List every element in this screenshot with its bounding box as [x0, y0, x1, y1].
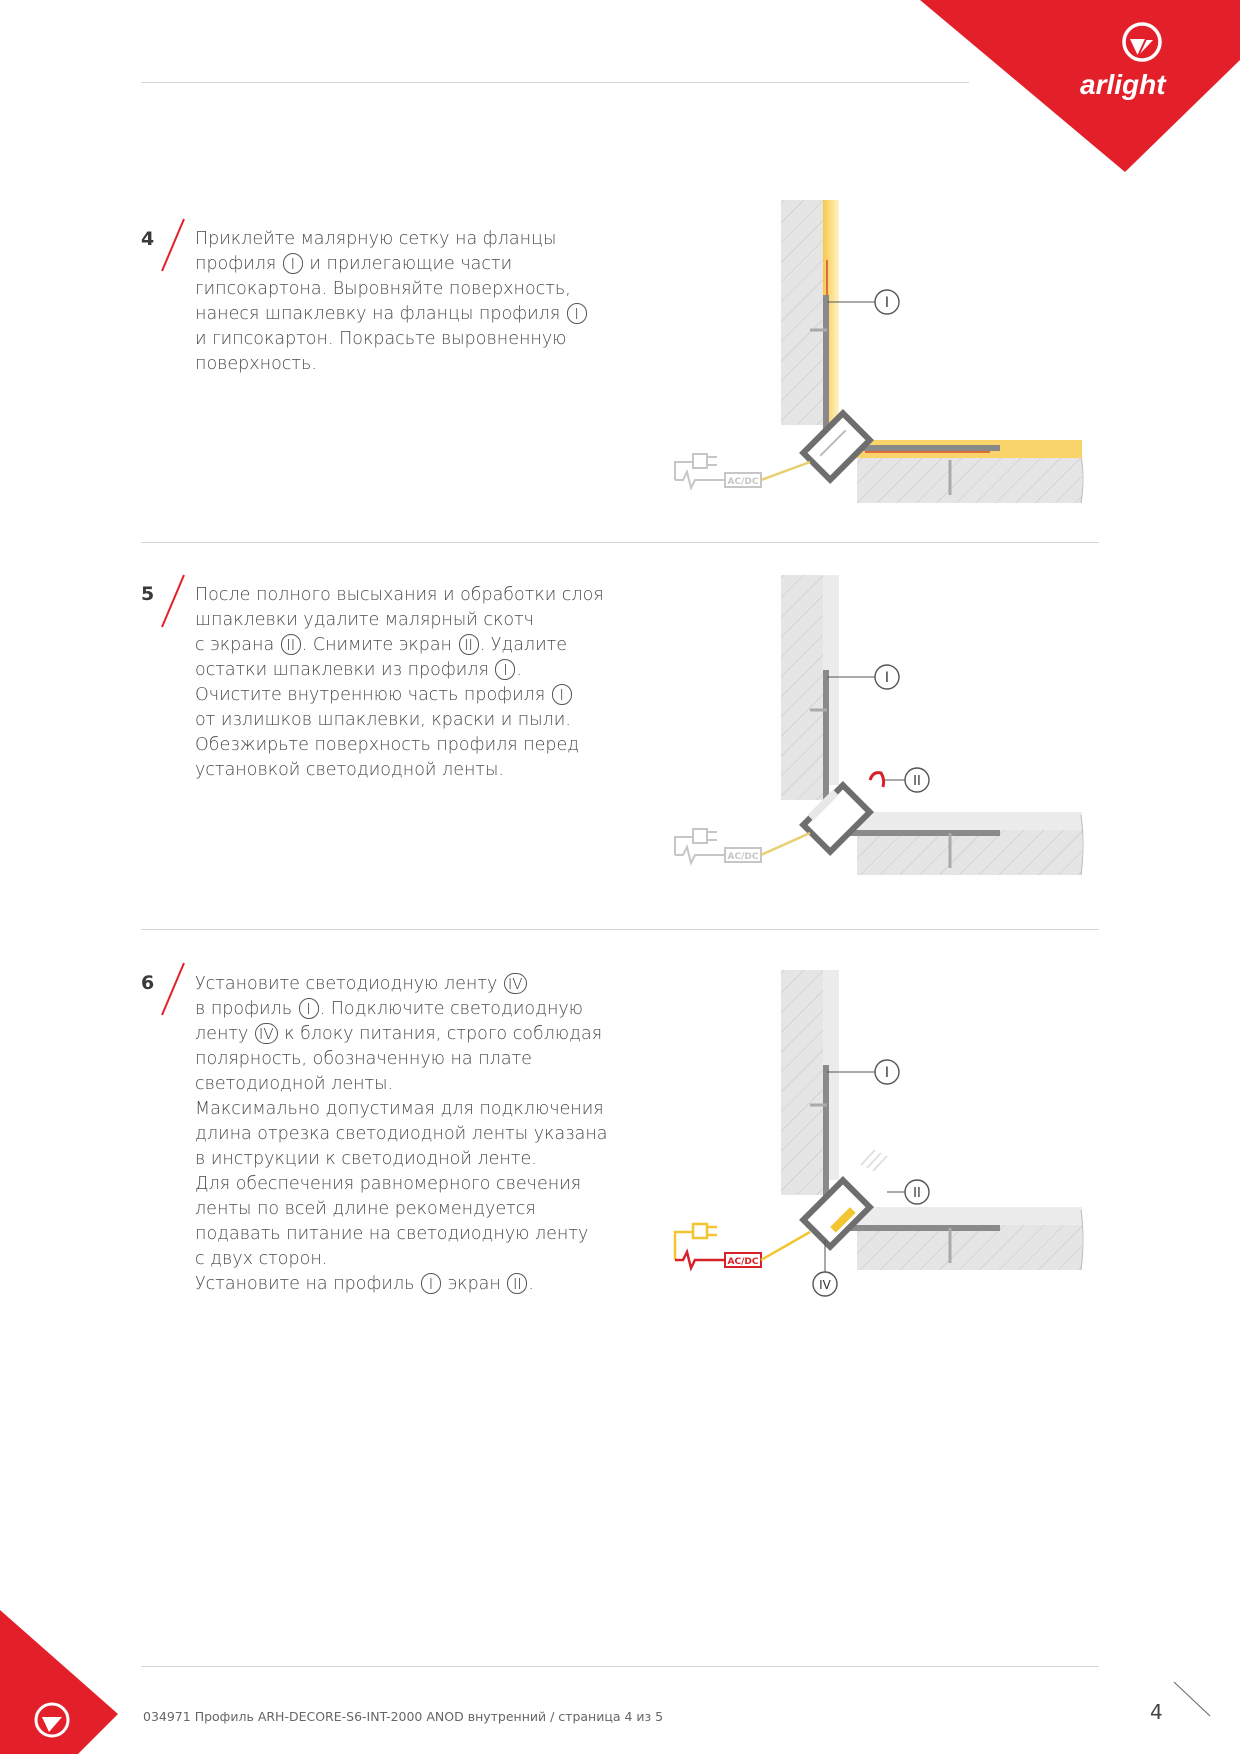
- wall-vertical: [781, 575, 823, 800]
- text-segment: нанеся шпаклевку на фланцы профиля: [195, 304, 566, 324]
- svg-text:I: I: [884, 670, 890, 686]
- text-segment: остатки шпаклевки из профиля: [195, 660, 495, 680]
- text-line: [195, 1022, 655, 1047]
- step-text: [195, 227, 655, 377]
- text-segment: с экрана: [195, 635, 280, 655]
- text-segment: Установите на профиль: [195, 1274, 421, 1294]
- part-reference-badge: IV: [504, 973, 527, 994]
- callout-badge: [875, 665, 899, 689]
- text-line: [195, 658, 655, 683]
- text-segment: и гипсокартон. Покрасьте выровненную: [195, 329, 567, 349]
- text-segment: . Снимите экран: [301, 635, 458, 655]
- text-segment: Максимально допустимая для подключения: [195, 1099, 604, 1119]
- svg-text:IV: IV: [819, 1278, 831, 1292]
- part-reference-badge: I: [552, 684, 572, 705]
- text-segment: шпаклевки удалите малярный скотч: [195, 610, 535, 630]
- step-text: [195, 583, 655, 783]
- text-line: [195, 633, 655, 658]
- text-segment: ленты по всей длине рекомендуется: [195, 1199, 536, 1219]
- svg-text:II: II: [913, 1186, 921, 1201]
- text-line: [195, 758, 655, 783]
- driver-label: AC/DC: [727, 1257, 759, 1267]
- callout-badge: [905, 768, 929, 792]
- driver-label: AC/DC: [727, 477, 759, 487]
- text-line: [195, 1272, 655, 1297]
- text-line: [195, 1097, 655, 1122]
- text-line: [195, 683, 655, 708]
- step-divider: [141, 929, 1099, 930]
- text-line: [195, 608, 655, 633]
- text-line: [195, 733, 655, 758]
- power-supply-icon: [675, 1224, 717, 1260]
- text-segment: Обезжирьте поверхность профиля перед: [195, 735, 580, 755]
- text-line: [195, 277, 655, 302]
- wall-vertical: [781, 970, 823, 1195]
- header-logo-corner: [920, 0, 1240, 175]
- step-number: 4: [141, 228, 155, 250]
- step-divider: [141, 542, 1099, 543]
- text-segment: длина отрезка светодиодной ленты указана: [195, 1124, 608, 1144]
- text-line: [195, 252, 655, 277]
- step-number: 6: [141, 972, 155, 994]
- text-segment: После полного высыхания и обработки слоя: [195, 585, 604, 605]
- text-line: [195, 1147, 655, 1172]
- step-slash: [158, 572, 188, 630]
- text-line: [195, 1247, 655, 1272]
- footer-document-title: 034971 Профиль ARH-DECORE-S6-INT-2000 ANOD внутренний / страница 4 из 5: [143, 1709, 664, 1724]
- part-reference-badge: IV: [255, 1023, 278, 1044]
- step-number: 5: [141, 583, 155, 605]
- text-segment: светодиодной ленты.: [195, 1074, 394, 1094]
- text-segment: .: [528, 1274, 534, 1294]
- installation-diagram: [665, 200, 1095, 510]
- top-divider: [141, 82, 969, 83]
- part-reference-badge: I: [421, 1273, 441, 1294]
- text-line: [195, 1072, 655, 1097]
- text-segment: к блоку питания, строго соблюдая: [278, 1024, 603, 1044]
- step-slash: [158, 216, 188, 274]
- logo-text: arlight: [1080, 69, 1166, 100]
- part-reference-badge: I: [495, 659, 515, 680]
- text-segment: полярность, обозначенную на плате: [195, 1049, 532, 1069]
- installation-diagram: [665, 970, 1095, 1300]
- text-segment: поверхность.: [195, 354, 317, 374]
- text-segment: гипсокартона. Выровняйте поверхность,: [195, 279, 571, 299]
- driver-label: AC/DC: [727, 852, 759, 862]
- footer-corner: [0, 1610, 120, 1754]
- text-segment: от излишков шпаклевки, краски и пыли.: [195, 710, 571, 730]
- part-reference-badge: I: [283, 253, 303, 274]
- text-line: [195, 1047, 655, 1072]
- text-line: [195, 327, 655, 352]
- text-line: [195, 352, 655, 377]
- text-segment: Приклейте малярную сетку на фланцы: [195, 229, 557, 249]
- text-line: [195, 227, 655, 252]
- text-segment: с двух сторон.: [195, 1249, 328, 1269]
- callout-badge: [875, 1060, 899, 1084]
- part-reference-badge: I: [567, 303, 587, 324]
- step-slash: [158, 960, 188, 1018]
- page-corner-slash: [1172, 1680, 1212, 1720]
- text-line: [195, 1197, 655, 1222]
- text-segment: подавать питание на светодиодную ленту: [195, 1224, 589, 1244]
- text-line: [195, 1222, 655, 1247]
- step-text: [195, 972, 655, 1297]
- part-reference-badge: II: [281, 634, 301, 655]
- wall-horizontal: [857, 455, 1082, 503]
- footer-divider: [141, 1666, 1099, 1667]
- text-segment: .: [516, 660, 522, 680]
- part-reference-badge: II: [507, 1273, 527, 1294]
- text-segment: и прилегающие части: [303, 254, 513, 274]
- part-reference-badge: II: [459, 634, 479, 655]
- callout-badge: [905, 1180, 929, 1204]
- text-segment: Установите светодиодную ленту: [195, 974, 503, 994]
- text-segment: Очистите внутреннюю часть профиля: [195, 685, 551, 705]
- wall-vertical: [781, 200, 823, 425]
- svg-text:II: II: [913, 774, 921, 789]
- svg-text:I: I: [884, 1065, 890, 1081]
- text-line: [195, 972, 655, 997]
- text-segment: установкой светодиодной ленты.: [195, 760, 504, 780]
- text-segment: в профиль: [195, 999, 298, 1019]
- text-segment: экран: [442, 1274, 507, 1294]
- diffuser-screen: [861, 1150, 887, 1171]
- text-line: [195, 583, 655, 608]
- installation-diagram: [665, 575, 1095, 885]
- text-line: [195, 708, 655, 733]
- callout-badge: [875, 290, 899, 314]
- text-line: [195, 1172, 655, 1197]
- text-line: [195, 1122, 655, 1147]
- text-line: [195, 997, 655, 1022]
- text-segment: в инструкции к светодиодной ленте.: [195, 1149, 537, 1169]
- page-number: 4: [1150, 1700, 1163, 1724]
- svg-text:I: I: [884, 295, 890, 311]
- part-reference-badge: I: [299, 998, 319, 1019]
- text-segment: . Подключите светодиодную: [319, 999, 583, 1019]
- text-segment: профиля: [195, 254, 282, 274]
- text-segment: Для обеспечения равномерного свечения: [195, 1174, 582, 1194]
- text-segment: . Удалите: [479, 635, 568, 655]
- text-segment: ленту: [195, 1024, 254, 1044]
- callout-badge: [813, 1272, 837, 1296]
- text-line: [195, 302, 655, 327]
